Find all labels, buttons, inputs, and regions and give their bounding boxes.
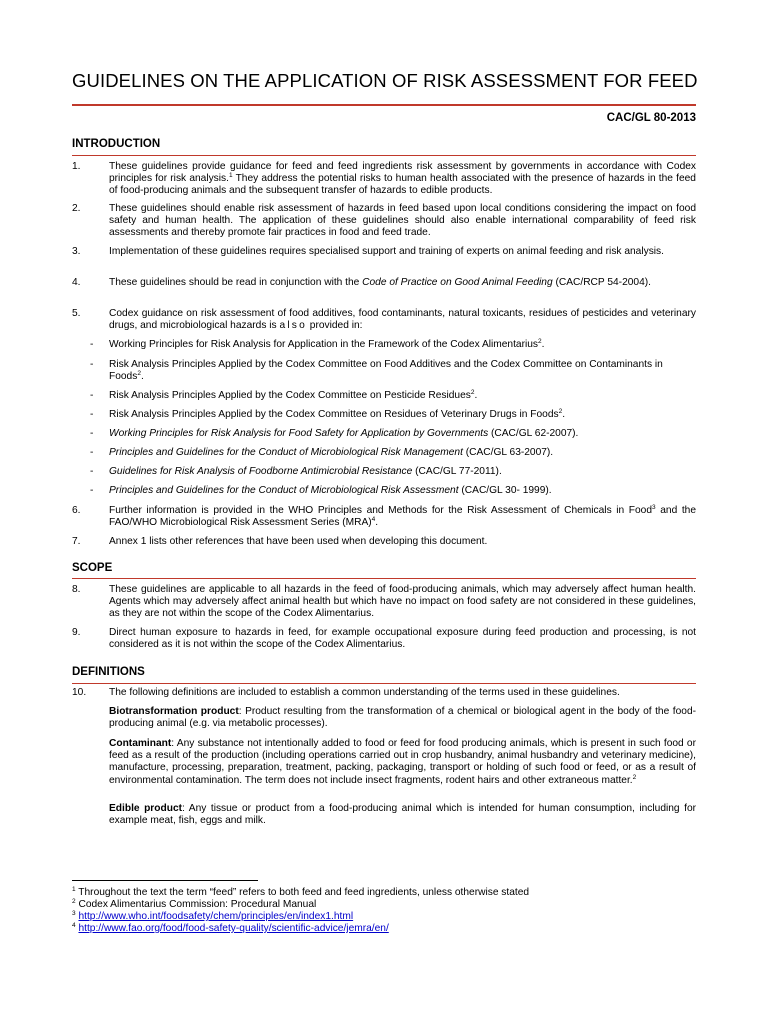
title-divider	[72, 104, 696, 106]
footnote-3: $^3$ http://www.who.int/foodsafety/chem/principles/en/index1.html	[72, 910, 354, 922]
footnote-ref[interactable]: 2	[137, 370, 141, 378]
paragraph-5: 5. Codex guidance on risk assessment of food additives, food contaminants, natural toxicants, residues of pesticides and veterinary drugs, and microbiological hazards is also provided in:	[72, 308, 696, 332]
definition-term: Contaminant	[109, 738, 172, 749]
list-item: - Risk Analysis Principles Applied by the Codex Committee on Pesticide Residues$^2$.	[90, 389, 478, 401]
definition-term: Biotransformation product	[109, 706, 239, 717]
paragraph-number: 2.	[72, 203, 81, 214]
footnote-ref[interactable]: 1	[228, 172, 233, 180]
section-divider	[72, 683, 696, 684]
paragraph-6: 6. Further information is provided in the WHO Principles and Methods for the Risk Assessment of Chemicals in Food$^3$ and the FAO/WHO Microbiological Risk Assessment Series (MRA)$^4$.	[72, 504, 696, 529]
section-heading-introduction: INTRODUCTION	[72, 138, 161, 150]
who-principles-link[interactable]: http://www.who.int/foodsafety/chem/principles/en/index1.html	[78, 911, 354, 922]
list-item: - Principles and Guidelines for the Conduct of Microbiological Risk Assessment (CAC/GL 30- 1999).	[90, 485, 552, 496]
definition-term: Edible product	[109, 803, 182, 814]
list-item: - Principles and Guidelines for the Conduct of Microbiological Risk Management (CAC/GL 63-2007).	[90, 447, 554, 458]
paragraph-number: 4.	[72, 277, 81, 288]
section-divider	[72, 155, 696, 156]
section-heading-definitions: DEFINITIONS	[72, 666, 145, 678]
footnote-4: $^4$ http://www.fao.org/food/food-safety-quality/scientific-advice/jemra/en/	[72, 922, 389, 934]
document-reference: CAC/GL 80-2013	[606, 112, 696, 124]
document-title: GUIDELINES ON THE APPLICATION OF RISK ASSESSMENT FOR FEED	[72, 70, 698, 91]
footnote-ref[interactable]: 2	[538, 338, 542, 345]
definition-biotransformation-product: Biotransformation product: Product resulting from the transformation of a chemical or biological agent in the body of the food-producing animal (e.g. via metabolic processes).	[109, 706, 696, 730]
section-divider	[72, 578, 696, 579]
footnote-1: $^1$ Throughout the text the term “feed” refers to both feed and feed ingredients, unless otherwise stated	[72, 886, 530, 898]
paragraph-3: 3. Implementation of these guidelines requires specialised support and training of experts on animal feeding and risk analysis.	[72, 246, 664, 257]
list-item: - Risk Analysis Principles Applied by the Codex Committee on Food Additives and the Codex Committee on Contaminants in Foods$^2$.	[90, 359, 663, 383]
paragraph-10: 10. The following definitions are included to establish a common understanding of the terms used in these guidelines.	[72, 687, 620, 698]
section-heading-scope: SCOPE	[72, 562, 113, 574]
paragraph-2: 2. These guidelines should enable risk assessment of hazards in feed based upon local conditions considering the impact on food safety and human health. The application of these guidelines should also enable international comparability of feed risk assessments and thereby promote fair practices in food and feed trade.	[72, 203, 696, 239]
paragraph-8: 8. These guidelines are applicable to all hazards in the feed of food-producing animals, which may adversely affect human health. Agents which may adversely affect animal health but which have no impact on food safety are not considered in these guidelines, as they are not within the scope of the Codex Alimentarius.	[72, 584, 696, 620]
paragraph-4: 4. These guidelines should be read in conjunction with the Code of Practice on Good Animal Feeding (CAC/RCP 54-2004).	[72, 277, 651, 288]
paragraph-number: 3.	[72, 246, 81, 257]
list-item: - Guidelines for Risk Analysis of Foodborne Antimicrobial Resistance (CAC/GL 77-2011).	[90, 466, 502, 477]
footnote-2: $^2$ Codex Alimentarius Commission: Procedural Manual	[72, 898, 317, 910]
definition-contaminant: Contaminant: Any substance not intentionally added to food or feed for food producing animals, which is present in such food or feed as a result of the production (including operations carried out in crop husbandry, animal husbandry and veterinary medicine), manufacture, processing, preparation, treatment, packing, packaging, transport or holding of such food or feed, or as a result of environmental contamination. The term does not include insect fragments, rodent hairs and other extraneous matter.$^2$	[109, 738, 696, 786]
paragraph-number: 9.	[72, 627, 81, 638]
paragraph-1: 1. These guidelines provide guidance for feed and feed ingredients risk assessment by governments in accordance with Codex principles for risk analysis.$^1$ They address the potential risks to human health associated with the presence of hazards in the feed of food-producing animals and the subsequent transfer of hazards to edible products.	[72, 161, 696, 197]
paragraph-number: 7.	[72, 536, 81, 547]
footnote-ref[interactable]: 2	[632, 773, 637, 781]
fao-jemra-link[interactable]: http://www.fao.org/food/food-safety-quality/scientific-advice/jemra/en/	[78, 923, 389, 934]
paragraph-7: 7. Annex 1 lists other references that have been used when developing this document.	[72, 536, 488, 547]
footnote-separator	[72, 880, 258, 881]
paragraph-9: 9. Direct human exposure to hazards in feed, for example occupational exposure during feed production and processing, is not considered as it is not within the scope of the Codex Alimentarius.	[72, 627, 696, 651]
paragraph-number: 8.	[72, 584, 81, 595]
footnote-ref[interactable]: 2	[558, 408, 563, 415]
list-item: - Working Principles for Risk Analysis for Food Safety for Application by Governments (CAC/GL 62-2007).	[90, 428, 579, 439]
list-item: - Working Principles for Risk Analysis for Application in the Framework of the Codex Alimentarius$^2$.	[90, 338, 545, 350]
footnote-ref[interactable]: 2	[470, 389, 475, 396]
paragraph-number: 10.	[72, 687, 87, 698]
paragraph-number: 1.	[72, 161, 81, 172]
paragraph-number: 6.	[72, 505, 81, 516]
footnote-ref[interactable]: 3	[652, 504, 656, 511]
footnote-ref[interactable]: 4	[371, 516, 376, 524]
list-item: - Risk Analysis Principles Applied by the Codex Committee on Residues of Veterinary Drugs in Foods$^2$.	[90, 408, 566, 420]
paragraph-number: 5.	[72, 308, 81, 319]
code-of-practice-title: Code of Practice on Good Animal Feeding	[362, 277, 553, 288]
definition-edible-product: Edible product: Any tissue or product from a food-producing animal which is intended for human consumption, including for example meat, fish, eggs and milk.	[109, 803, 696, 827]
